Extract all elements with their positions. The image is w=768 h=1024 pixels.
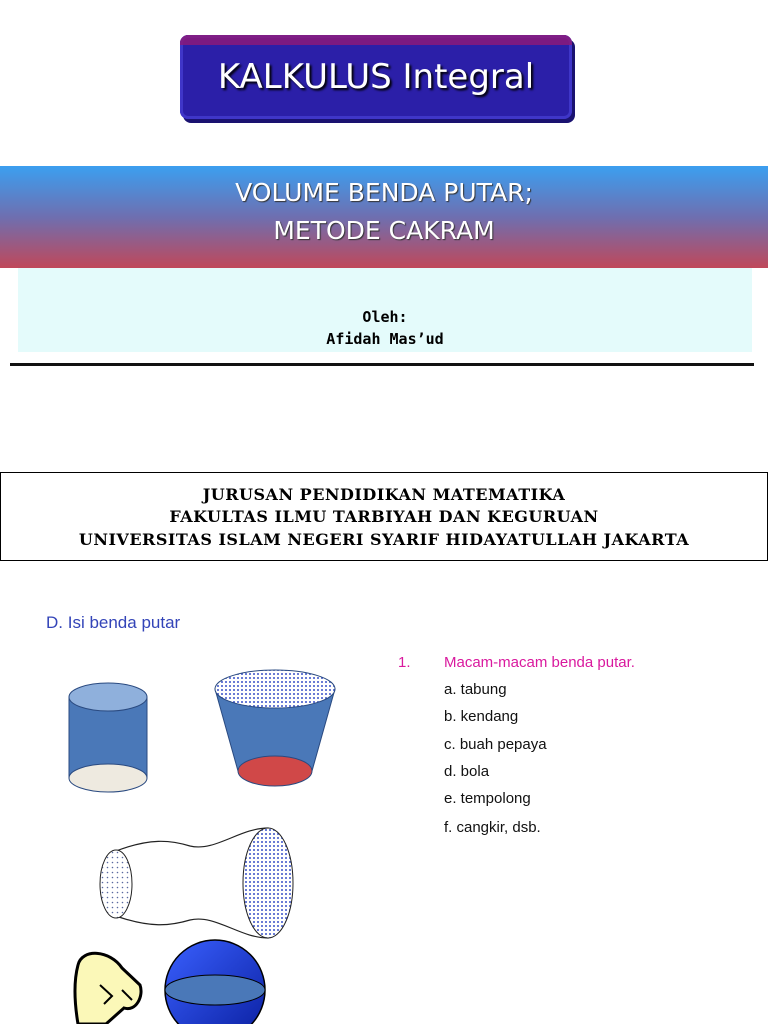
list-item: d. bola — [444, 763, 490, 780]
sphere-shape — [165, 940, 265, 1024]
list-title: Macam-macam benda putar. — [444, 654, 635, 671]
author-label: Oleh: — [362, 308, 408, 326]
subtitle-line-1: VOLUME BENDA PUTAR; — [235, 178, 533, 207]
cylinder-shape — [69, 683, 147, 792]
section-heading: D. Isi benda putar — [46, 613, 181, 632]
list-number: 1. — [398, 654, 411, 671]
list-item: f. cangkir, dsb. — [444, 819, 541, 836]
author-name: Afidah Mas’ud — [326, 330, 444, 348]
department-line-1: JURUSAN PENDIDIKAN MATEMATIKA — [202, 485, 566, 504]
list-item: b. kendang — [444, 708, 519, 725]
drum-shape — [100, 828, 293, 938]
subtitle-line-2: METODE CAKRAM — [273, 216, 495, 245]
list-item: a. tabung — [444, 681, 507, 698]
department-line-2: FAKULTAS ILMU TARBIYAH DAN KEGURUAN — [169, 507, 599, 526]
list-item: e. tempolong — [444, 790, 531, 807]
light-bulb-icon — [75, 953, 141, 1024]
main-title: KALKULUS Integral — [217, 57, 535, 97]
list-item: c. buah pepaya — [444, 736, 547, 753]
department-line-3: UNIVERSITAS ISLAM NEGERI SYARIF HIDAYATULLAH JAKARTA — [78, 530, 690, 549]
frustum-shape — [215, 670, 335, 786]
